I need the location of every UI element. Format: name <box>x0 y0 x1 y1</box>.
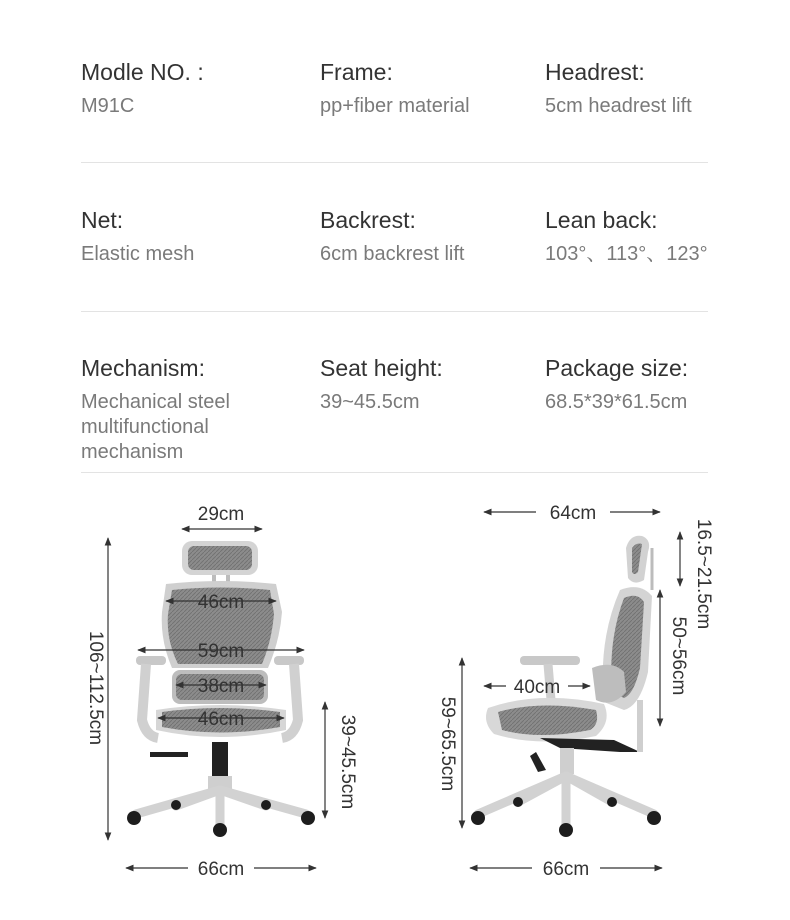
side-base-width-label: 66cm <box>542 859 590 880</box>
spec-value: 6cm backrest lift <box>320 243 465 265</box>
side-seat-depth-label: 40cm <box>513 677 561 698</box>
front-arm-width-label: 59cm <box>197 641 245 662</box>
front-back-width-label: 46cm <box>197 592 245 613</box>
front-headrest-width-label: 29cm <box>197 504 245 525</box>
front-total-height-label: 106~112.5cm <box>85 630 106 746</box>
side-arm-height-label: 59~65.5cm <box>437 696 458 792</box>
spec-label: Backrest: <box>320 207 416 233</box>
spec-value: 39~45.5cm <box>320 391 420 413</box>
spec-label: Lean back: <box>545 207 658 233</box>
side-headrest-travel-label: 16.5~21.5cm <box>693 518 714 630</box>
spec-label: Frame: <box>320 59 393 85</box>
spec-value: pp+fiber material <box>320 95 470 117</box>
spec-label: Net: <box>81 207 124 233</box>
spec-value: M91C <box>81 95 135 117</box>
spec-value: 5cm headrest lift <box>545 95 692 117</box>
front-seat-width-label: 46cm <box>197 709 245 730</box>
spec-label: Modle NO. : <box>81 59 204 85</box>
spec-value: Mechanical steel multifunctional mechanism <box>81 391 230 463</box>
spec-value: Elastic mesh <box>81 243 195 265</box>
front-seat-height-label: 39~45.5cm <box>337 714 358 810</box>
front-base-width-label: 66cm <box>197 859 245 880</box>
front-seat-inner-label: 38cm <box>197 676 245 697</box>
spec-label: Mechanism: <box>81 355 205 381</box>
spec-label: Package size: <box>545 355 689 381</box>
spec-value: 103°、113°、123° <box>545 243 708 265</box>
side-depth-label: 64cm <box>549 503 597 524</box>
spec-label: Seat height: <box>320 355 443 381</box>
spec-label: Headrest: <box>545 59 645 85</box>
side-back-height-label: 50~56cm <box>668 616 689 696</box>
spec-value: 68.5*39*61.5cm <box>545 391 688 413</box>
